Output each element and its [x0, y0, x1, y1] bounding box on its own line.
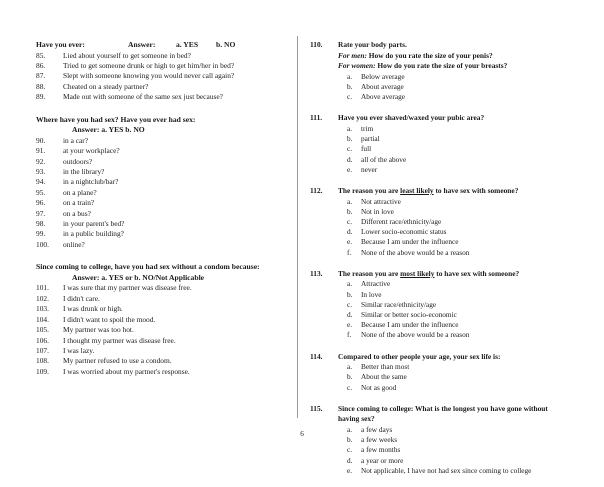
question-text: My partner refused to use a condom. — [63, 356, 172, 366]
option-letter: c. — [347, 92, 353, 102]
column-divider-rule — [297, 36, 298, 418]
option-text: Not in love — [361, 206, 394, 216]
question-item-115 — [310, 404, 592, 476]
question-row — [36, 304, 286, 314]
option-row[interactable] — [338, 134, 592, 144]
option-row[interactable] — [338, 372, 592, 382]
question-body — [338, 269, 592, 341]
option-row[interactable] — [338, 207, 592, 217]
option-text: a few months — [361, 445, 401, 455]
option-row[interactable] — [338, 82, 592, 92]
question-number: 95. — [36, 187, 46, 197]
question-number: 99. — [36, 229, 46, 239]
question-row — [36, 157, 286, 167]
question-item-113 — [310, 269, 592, 341]
option-text: Attractive — [361, 279, 391, 289]
for-women-text: How do you rate the size of your breasts? — [375, 61, 508, 71]
question-number: 111. — [310, 113, 323, 123]
question-text: I was worried about my partner's response. — [63, 366, 190, 376]
option-text: a year or more — [361, 455, 404, 465]
question-number: 98. — [36, 219, 46, 229]
option-text: Better than most — [361, 362, 410, 372]
question-number: 86. — [36, 61, 46, 70]
question-number: 94. — [36, 177, 46, 187]
option-text: Below average — [361, 71, 405, 81]
option-row[interactable] — [338, 300, 592, 310]
stem-suffix: to have sex with someone? — [434, 268, 520, 278]
question-text: in your parent's bed? — [63, 219, 125, 229]
option-letter: a. — [347, 71, 353, 81]
option-letter: a. — [347, 196, 353, 206]
question-row — [36, 294, 286, 304]
section-have-you-ever — [36, 40, 286, 103]
question-row — [36, 71, 286, 81]
option-letter: d. — [347, 227, 353, 237]
option-text: trim — [361, 123, 374, 133]
question-row — [36, 61, 286, 71]
question-number: 106. — [36, 335, 49, 345]
stem-suffix: to have sex with someone? — [433, 186, 519, 195]
stem-emphasis: most likely — [400, 268, 435, 278]
for-men-text: How do you rate the size of your penis? — [366, 50, 493, 60]
question-text: at your workplace? — [63, 146, 120, 156]
option-letter: b. — [347, 435, 353, 445]
option-letter: e. — [347, 237, 353, 247]
option-row[interactable] — [338, 466, 592, 476]
option-row[interactable] — [338, 237, 592, 247]
option-text: Lower socio-economic status — [361, 227, 447, 237]
right-column — [310, 40, 592, 487]
option-text: Above average — [361, 92, 405, 102]
option-row[interactable] — [338, 383, 592, 393]
question-row — [36, 325, 286, 335]
question-number: 107. — [36, 345, 49, 355]
question-row — [36, 315, 286, 325]
question-item-110 — [310, 40, 592, 102]
section-1-option-no: b. NO — [216, 40, 236, 49]
section-2-heading: Where have you had sex? Have you ever had sex: — [36, 114, 196, 124]
question-row — [36, 240, 286, 250]
question-number: 97. — [36, 208, 46, 218]
option-text: partial — [361, 134, 380, 144]
option-row[interactable] — [338, 227, 592, 237]
question-stem — [338, 186, 592, 197]
question-row — [36, 92, 286, 102]
question-text: Lied about yourself to get someone in bed? — [63, 50, 191, 60]
question-stem: Compared to other people your age, your sex life is: — [338, 351, 501, 361]
option-text: Not applicable, I have not had sex since coming to college — [361, 465, 532, 475]
option-row[interactable] — [338, 165, 592, 175]
question-stem: Rate your body parts. — [338, 40, 407, 49]
question-number: 108. — [36, 356, 49, 366]
question-row — [36, 336, 286, 346]
question-stem-for-men — [338, 51, 592, 62]
question-text: in the library? — [63, 167, 105, 177]
option-list — [338, 124, 592, 175]
question-number: 115. — [310, 403, 323, 413]
option-text: About the same — [361, 372, 407, 382]
option-row[interactable] — [338, 330, 592, 340]
stem-prefix: The reason you are — [338, 268, 401, 278]
question-text: I didn't care. — [63, 293, 100, 303]
option-letter: a. — [347, 279, 353, 289]
question-number: 112. — [310, 186, 323, 195]
question-row — [36, 283, 286, 293]
section-where-have-you-had-sex — [36, 115, 286, 251]
question-number: 114. — [310, 351, 323, 361]
section-3-answer-line: Answer: a. YES or b. NO/Not Applicable — [72, 272, 205, 282]
option-list — [338, 279, 592, 340]
option-text: full — [361, 144, 372, 154]
question-item-111 — [310, 113, 592, 175]
question-text: Cheated on a steady partner? — [63, 81, 149, 91]
section-1-answer-label: Answer: — [128, 40, 156, 49]
question-stem-line-2: having sex? — [338, 414, 375, 424]
question-row — [36, 177, 286, 187]
option-text: never — [361, 164, 378, 174]
option-letter: b. — [347, 289, 353, 299]
option-row[interactable] — [338, 445, 592, 455]
question-row — [36, 219, 286, 229]
question-body — [338, 113, 592, 175]
question-text: in a public building? — [63, 229, 124, 239]
question-number: 87. — [36, 71, 46, 81]
question-number: 93. — [36, 167, 46, 177]
question-text: Tried to get someone drunk or high to get him/her in bed? — [63, 61, 235, 70]
option-letter: a. — [347, 123, 353, 133]
question-number: 90. — [36, 135, 46, 145]
option-letter: a. — [347, 425, 353, 435]
question-text: I didn't want to spoil the mood. — [63, 314, 156, 324]
question-number: 85. — [36, 50, 46, 60]
option-text: None of the above would be a reason — [361, 247, 470, 257]
option-text: Similar race/ethnicity/age — [361, 299, 437, 309]
section-spacer — [36, 250, 286, 262]
question-number: 100. — [36, 239, 49, 249]
question-row — [36, 136, 286, 146]
option-letter: e. — [347, 465, 353, 475]
question-text: Made out with someone of the same sex just because? — [63, 92, 223, 102]
question-body — [338, 186, 592, 258]
option-text: Different race/ethnicity/age — [361, 217, 442, 226]
question-number: 101. — [36, 283, 49, 293]
question-text: I was sure that my partner was disease free. — [63, 283, 192, 293]
question-stem — [338, 269, 592, 280]
question-row — [36, 346, 286, 356]
stem-prefix: The reason you are — [338, 186, 401, 195]
question-row — [36, 209, 286, 219]
option-text: all of the above — [361, 154, 407, 164]
option-row[interactable] — [338, 124, 592, 134]
question-text: I thought my partner was disease free. — [63, 335, 176, 345]
question-row — [36, 229, 286, 239]
option-text: Because I am under the influence — [361, 237, 459, 247]
question-row — [36, 356, 286, 366]
option-text: Similar or better socio-economic — [361, 310, 457, 320]
option-letter: c. — [347, 144, 353, 154]
question-body — [338, 40, 592, 102]
question-row — [36, 367, 286, 377]
question-stem-for-women — [338, 61, 592, 72]
option-letter: a. — [347, 362, 353, 372]
section-2-question-list — [36, 136, 286, 250]
question-text: I was lazy. — [63, 345, 95, 355]
option-row[interactable] — [338, 456, 592, 466]
option-row[interactable] — [338, 72, 592, 82]
option-list — [338, 197, 592, 258]
option-list — [338, 72, 592, 103]
option-letter: b. — [347, 372, 353, 382]
option-row[interactable] — [338, 279, 592, 289]
question-number: 89. — [36, 92, 46, 102]
question-text: on a bus? — [63, 208, 91, 218]
option-letter: b. — [347, 81, 353, 91]
option-text: None of the above would be a reason — [361, 330, 470, 340]
option-letter: d. — [347, 154, 353, 164]
option-letter: c. — [347, 217, 353, 226]
page-number: 6 — [300, 430, 304, 438]
question-body — [338, 352, 592, 393]
question-number: 109. — [36, 366, 49, 376]
question-stem: Have you ever shaved/waxed your pubic area? — [338, 113, 485, 123]
question-item-112 — [310, 186, 592, 258]
question-text: I was drunk or high. — [63, 304, 123, 314]
option-text: In love — [361, 289, 382, 299]
section-1-header-row — [36, 40, 286, 51]
question-row — [36, 146, 286, 156]
option-text: About average — [361, 81, 404, 91]
left-column — [36, 40, 286, 377]
question-text: on a plane? — [63, 187, 97, 197]
option-letter: e. — [347, 320, 353, 330]
question-body — [338, 404, 592, 476]
stem-emphasis: least likely — [400, 186, 434, 195]
question-number: 103. — [36, 304, 49, 314]
option-text: a few weeks — [361, 435, 398, 445]
section-1-question-list — [36, 51, 286, 103]
question-text: My partner was too hot. — [63, 325, 134, 335]
option-row[interactable] — [338, 92, 592, 102]
question-number: 92. — [36, 156, 46, 166]
question-number: 110. — [310, 40, 323, 49]
section-2-answer-line: Answer: a. YES b. NO — [72, 125, 145, 135]
option-letter: b. — [347, 134, 353, 144]
option-row[interactable] — [338, 248, 592, 258]
option-letter: c. — [347, 299, 353, 309]
option-row[interactable] — [338, 217, 592, 227]
option-text: Because I am under the influence — [361, 320, 459, 330]
option-text: Not attractive — [361, 196, 401, 206]
question-number: 88. — [36, 81, 46, 91]
option-text: Not as good — [361, 382, 397, 392]
question-text: in a nightclub/bar? — [63, 177, 119, 187]
question-text: on a train? — [63, 198, 95, 208]
option-row[interactable] — [338, 155, 592, 165]
section-3-question-list — [36, 283, 286, 377]
question-row — [36, 198, 286, 208]
question-number: 96. — [36, 198, 46, 208]
option-text: a few days — [361, 425, 393, 435]
option-row[interactable] — [338, 197, 592, 207]
option-letter: c. — [347, 445, 353, 455]
question-stem: Since coming to college: What is the longest you have gone without — [338, 403, 548, 413]
question-row — [36, 167, 286, 177]
question-row — [36, 188, 286, 198]
option-row[interactable] — [338, 290, 592, 300]
option-row[interactable] — [338, 362, 592, 372]
option-letter: e. — [347, 164, 353, 174]
question-number: 113. — [310, 268, 323, 278]
question-item-114 — [310, 352, 592, 393]
option-letter: f. — [347, 247, 352, 257]
section-1-heading: Have you ever: — [36, 40, 85, 49]
option-row[interactable] — [338, 310, 592, 320]
section-3-heading: Since coming to college, have you had sex without a condom because: — [36, 262, 260, 272]
question-row — [36, 82, 286, 92]
question-number: 105. — [36, 325, 49, 335]
option-row[interactable] — [338, 320, 592, 330]
option-letter: d. — [347, 310, 353, 320]
question-text: in a car? — [63, 135, 89, 145]
question-text: outdoors? — [63, 156, 93, 166]
option-letter: b. — [347, 206, 353, 216]
option-letter: d. — [347, 455, 353, 465]
section-1-option-yes: a. YES — [176, 40, 199, 49]
question-number: 102. — [36, 293, 49, 303]
for-women-label: For women: — [338, 61, 376, 71]
question-row — [36, 51, 286, 61]
option-list — [338, 362, 592, 393]
section-sex-without-condom — [36, 262, 286, 377]
option-row[interactable] — [338, 144, 592, 154]
section-spacer — [36, 103, 286, 115]
question-number: 91. — [36, 146, 46, 156]
option-letter: c. — [347, 382, 353, 392]
for-men-label: For men: — [338, 50, 367, 60]
question-text: Slept with someone knowing you would never call again? — [63, 71, 235, 81]
question-text: online? — [63, 239, 85, 249]
question-number: 104. — [36, 314, 49, 324]
option-letter: f. — [347, 330, 352, 340]
